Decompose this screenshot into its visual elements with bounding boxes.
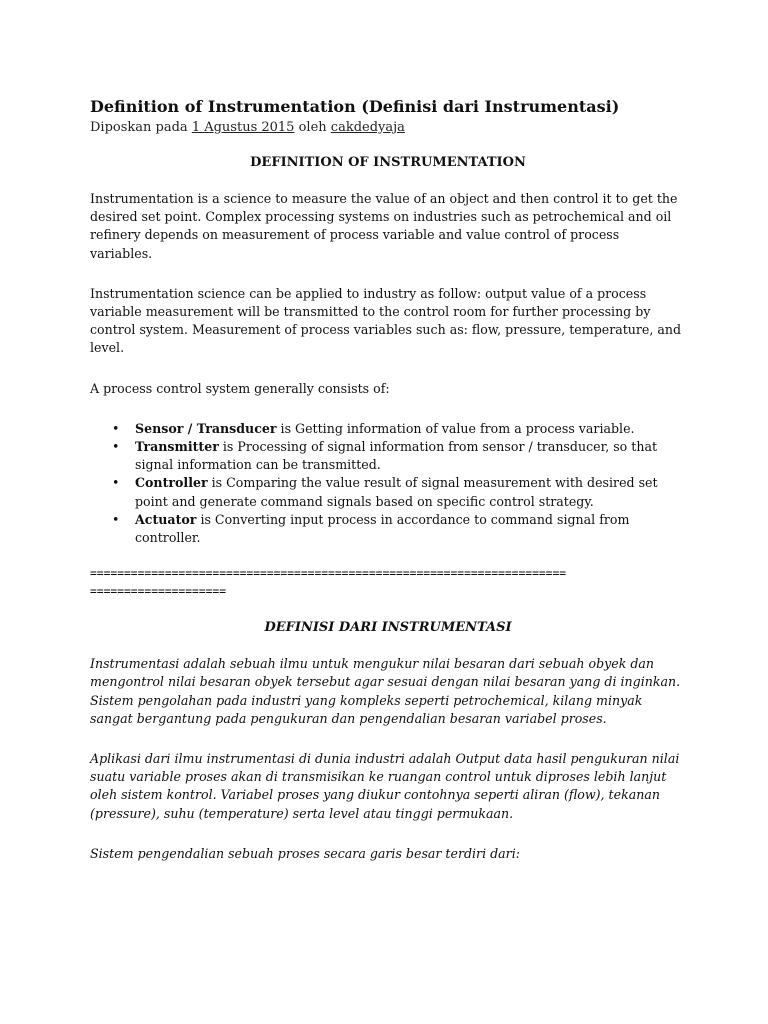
byline-prefix: Diposkan pada bbox=[90, 120, 192, 135]
list-item-text: is Converting input process in accordance to command signal from controller. bbox=[135, 511, 630, 546]
bullet-icon: • bbox=[112, 475, 120, 491]
list-item-transmitter bbox=[90, 438, 682, 474]
english-paragraph-1: Instrumentation is a science to measure the value of an object and then control it to get the desired set point. Complex processing systems on industries such as petrochemical and oil refinery depends on measurement of process variable and value control of process variables. bbox=[90, 191, 678, 261]
list-item-controller bbox=[90, 474, 682, 510]
author-link[interactable]: cakdedyaja bbox=[330, 120, 405, 135]
english-paragraph-3: A process control system generally consists of: bbox=[90, 380, 390, 396]
list-item-text: is Getting information of value from a process variable. bbox=[276, 420, 635, 436]
bullet-icon: • bbox=[112, 511, 120, 527]
indonesian-paragraph-3: Sistem pengendalian sebuah proses secara garis besar terdiri dari: bbox=[90, 845, 520, 861]
byline-mid: oleh bbox=[294, 120, 331, 135]
document-page bbox=[90, 96, 682, 863]
english-heading: DEFINITION OF INSTRUMENTATION bbox=[250, 155, 526, 170]
list-item-term: Sensor / Transducer bbox=[135, 420, 277, 436]
indonesian-paragraph-1: Instrumentasi adalah sebuah ilmu untuk mengukur nilai besaran dari sebuah obyek dan mengontrol nilai besaran obyek tersebut agar sesuai dengan nilai besaran yang di inginkan. Sistem pengolahan pada industri yang kompleks seperti petrochemical, kilang minyak sangat bergantung pada pengukuran dan pengendalian besaran variabel proses. bbox=[90, 656, 681, 726]
list-item-term: Controller bbox=[135, 475, 208, 491]
list-item-actuator bbox=[90, 511, 682, 547]
component-list bbox=[90, 420, 682, 547]
indonesian-paragraph-2: Aplikasi dari ilmu instrumentasi di dunia industri adalah Output data hasil pengukuran nilai suatu variable proses akan di transmisikan ke ruangan control untuk diproses lebih lanjut oleh sistem kontrol. Variabel proses yang diukur contohnya seperti aliran (flow), tekanan (pressure), suhu (temperature) serta level atau tinggi permukaan. bbox=[90, 751, 680, 821]
separator-line-2: ==================== bbox=[90, 585, 227, 599]
list-item-sensor bbox=[90, 420, 682, 438]
date-link[interactable]: 1 Agustus 2015 bbox=[191, 120, 295, 135]
byline bbox=[90, 118, 682, 138]
list-item-text: is Comparing the value result of signal measurement with desired set point and generate command signals based on specific control strategy. bbox=[135, 475, 658, 509]
list-item-text: is Processing of signal information from sensor / transducer, so that signal information can be transmitted. bbox=[135, 439, 658, 473]
english-paragraph-2: Instrumentation science can be applied to industry as follow: output value of a process variable measurement will be transmitted to the control room for further processing by control system. Measurement of process variables such as: flow, pressure, temperature, and level. bbox=[90, 285, 682, 356]
list-item-term: Transmitter bbox=[135, 439, 219, 455]
page-title: Definition of Instrumentation (Definisi dari Instrumentasi) bbox=[90, 97, 620, 116]
separator-line-1: ====================================================================== bbox=[90, 567, 567, 581]
indonesian-heading: DEFINISI DARI INSTRUMENTASI bbox=[264, 620, 512, 636]
bullet-icon: • bbox=[112, 420, 120, 436]
bullet-icon: • bbox=[112, 439, 120, 455]
list-item-term: Actuator bbox=[135, 511, 197, 527]
